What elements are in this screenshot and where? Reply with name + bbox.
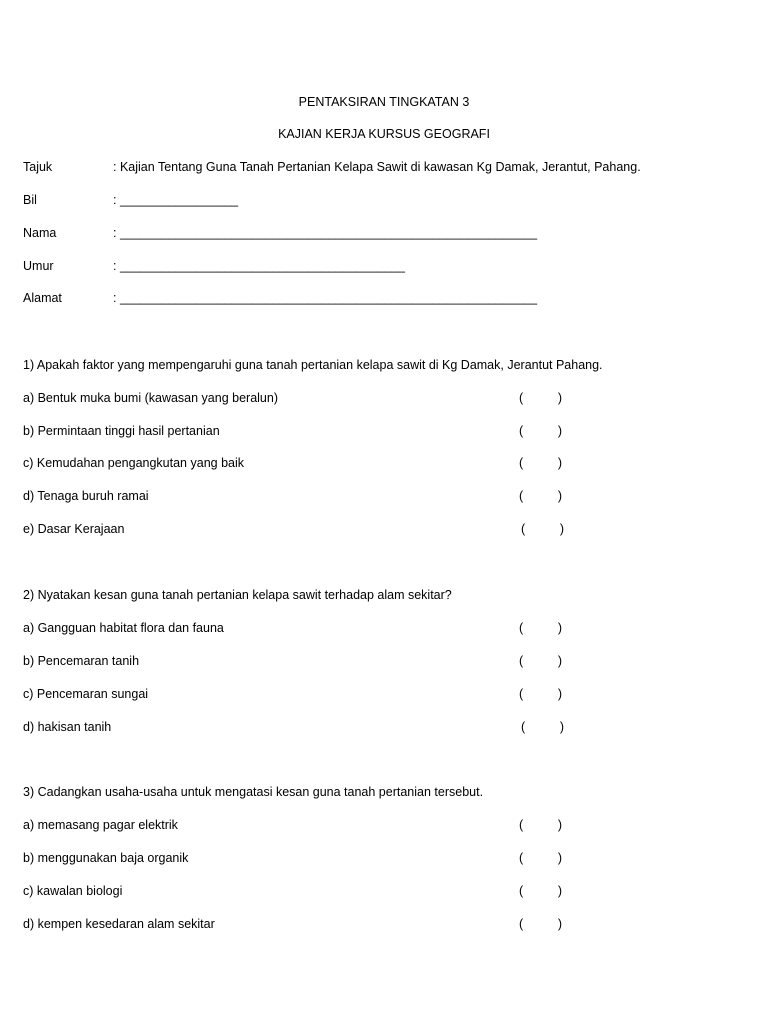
umur-blank-field[interactable]: : _________________________________________	[113, 259, 405, 273]
answer-box[interactable]: ( )	[519, 391, 563, 405]
document-subtitle: KAJIAN KERJA KURSUS GEOGRAFI	[278, 127, 490, 141]
answer-box[interactable]: ( )	[519, 456, 563, 470]
answer-box[interactable]: ( )	[519, 687, 563, 701]
answer-box[interactable]: ( )	[519, 917, 563, 931]
option-text: a) Gangguan habitat flora dan fauna	[23, 621, 224, 635]
option-text: a) memasang pagar elektrik	[23, 818, 178, 832]
option-text: e) Dasar Kerajaan	[23, 522, 125, 536]
field-label-nama: Nama	[23, 226, 57, 240]
question-text: 1) Apakah faktor yang mempengaruhi guna tanah pertanian kelapa sawit di Kg Damak, Jerantut Pahang.	[23, 358, 603, 372]
option-text: c) Pencemaran sungai	[23, 687, 149, 701]
field-value-tajuk: : Kajian Tentang Guna Tanah Pertanian Kelapa Sawit di kawasan Kg Damak, Jerantut, Pahang.	[113, 160, 641, 174]
answer-box[interactable]: ( )	[519, 851, 563, 865]
option-text: b) Permintaan tinggi hasil pertanian	[23, 424, 220, 438]
option-text: b) Pencemaran tanih	[23, 654, 140, 668]
answer-box[interactable]: ( )	[521, 522, 565, 536]
option-text: d) kempen kesedaran alam sekitar	[23, 917, 215, 931]
field-label-bil: Bil	[23, 193, 37, 207]
option-text: d) hakisan tanih	[23, 720, 112, 734]
answer-box[interactable]: ( )	[519, 818, 563, 832]
option-text: d) Tenaga buruh ramai	[23, 489, 149, 503]
alamat-blank-field[interactable]: : ____________________________________________________________	[113, 291, 538, 305]
nama-blank-field[interactable]: : ____________________________________________________________	[113, 226, 538, 240]
field-label-umur: Umur	[23, 259, 54, 273]
option-text: a) Bentuk muka bumi (kawasan yang beralun)	[23, 391, 278, 405]
bil-blank-field[interactable]: : _________________	[113, 193, 239, 207]
answer-box[interactable]: ( )	[521, 720, 565, 734]
question-text: 3) Cadangkan usaha-usaha untuk mengatasi kesan guna tanah pertanian tersebut.	[23, 785, 484, 799]
question-text: 2) Nyatakan kesan guna tanah pertanian kelapa sawit terhadap alam sekitar?	[23, 588, 452, 602]
answer-box[interactable]: ( )	[519, 621, 563, 635]
answer-box[interactable]: ( )	[519, 424, 563, 438]
answer-box[interactable]: ( )	[519, 489, 563, 503]
answer-box[interactable]: ( )	[519, 654, 563, 668]
field-label-alamat: Alamat	[23, 291, 62, 305]
answer-box[interactable]: ( )	[519, 884, 563, 898]
document-title: PENTAKSIRAN TINGKATAN 3	[298, 95, 470, 109]
option-text: b) menggunakan baja organik	[23, 851, 189, 865]
option-text: c) Kemudahan pengangkutan yang baik	[23, 456, 244, 470]
field-label-tajuk: Tajuk	[23, 160, 53, 174]
option-text: c) kawalan biologi	[23, 884, 123, 898]
